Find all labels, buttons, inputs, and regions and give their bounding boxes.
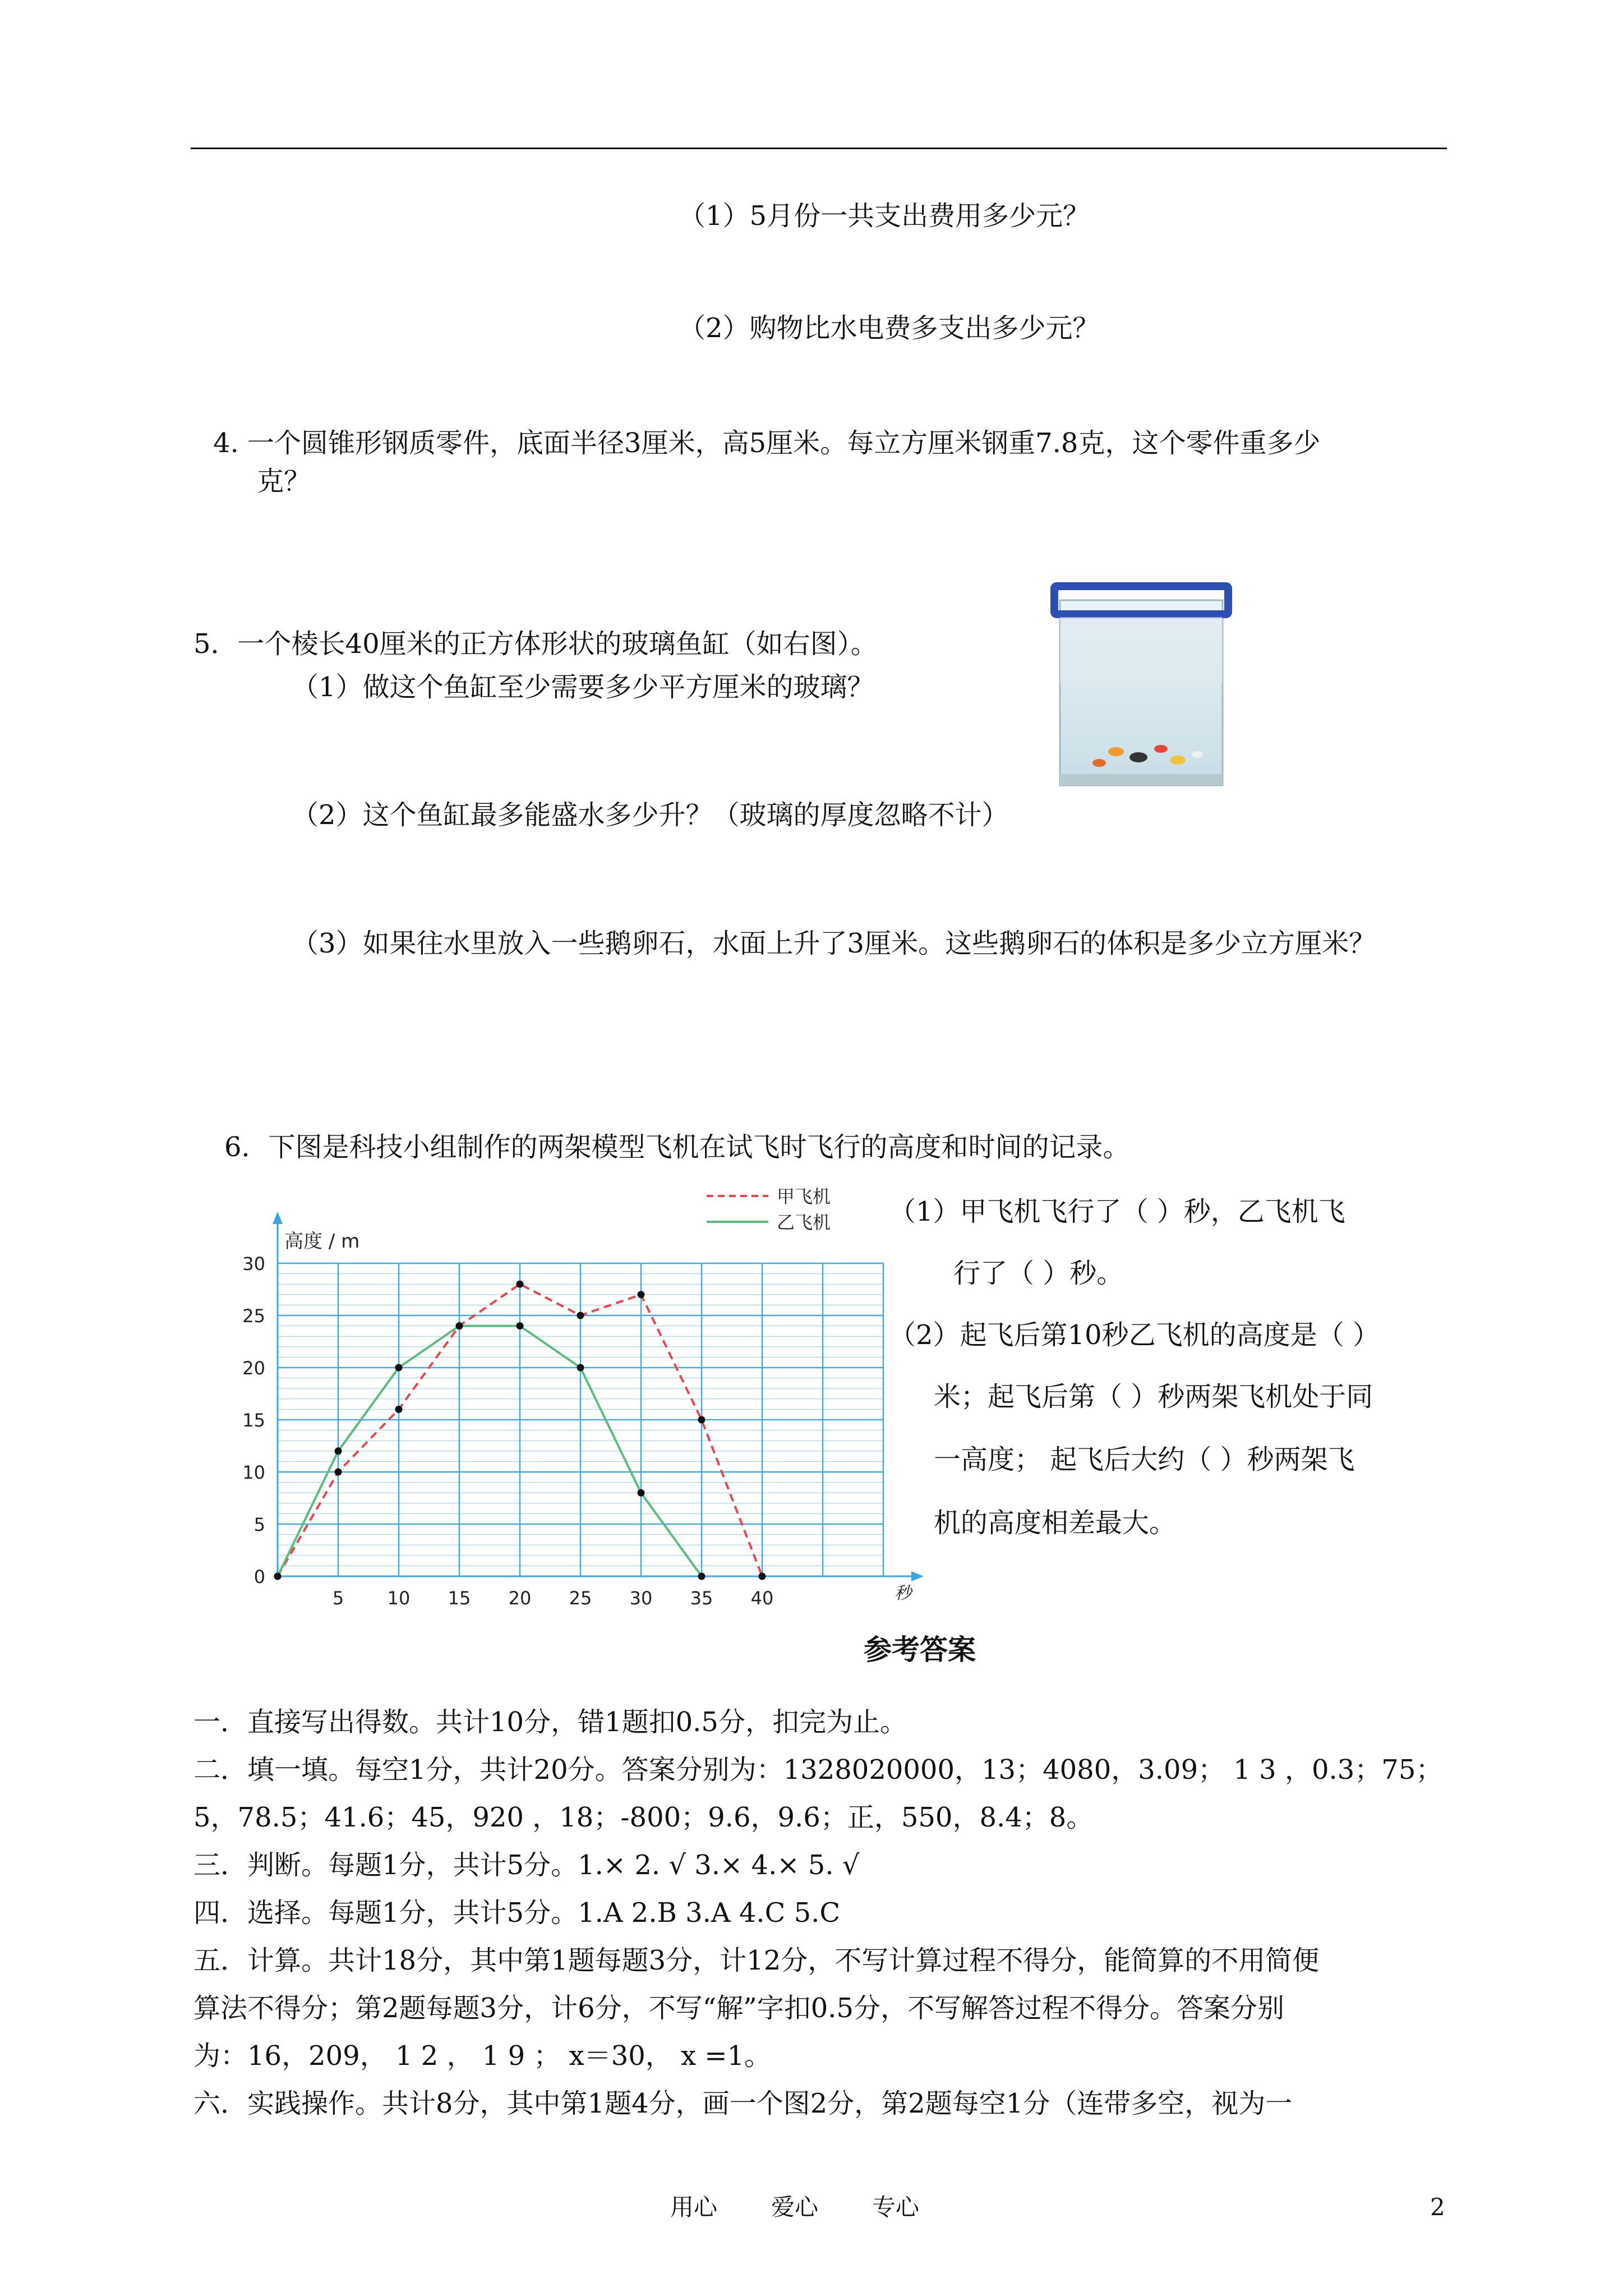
y-tick-label: 0: [253, 1566, 265, 1588]
y-axis-arrow: [273, 1212, 283, 1224]
answer-line-8: 为：16，209， 1 2 ， 1 9 ； x＝30， x =1。: [193, 2040, 772, 2072]
q3-sub1: （1）5月份一共支出费用多少元？: [679, 200, 1090, 232]
footer-page-number: 2: [1430, 2193, 1445, 2221]
answer-line-9: 六．实践操作。共计8分，其中第1题4分，画一个图2分，第2题每空1分（连带多空，视为一: [193, 2088, 1293, 2119]
data-point: [517, 1322, 524, 1329]
data-point: [274, 1573, 282, 1580]
answer-line-1: 一．直接写出得数。共计10分，错1题扣0.5分，扣完为止。: [193, 1706, 907, 1738]
x-tick-label: 10: [387, 1588, 411, 1609]
x-tick-label: 20: [508, 1588, 532, 1609]
q4-line2: 克？: [257, 466, 311, 497]
footer-motto-2: 爱心: [771, 2193, 819, 2221]
q5-sub3: （3）如果往水里放入一些鹅卵石，水面上升了3厘米。这些鹅卵石的体积是多少立方厘米？: [292, 928, 1376, 959]
q5-sub2: （2）这个鱼缸最多能盛水多少升？（玻璃的厚度忽略不计）: [292, 799, 1009, 831]
y-axis-label: 高度 / m: [284, 1230, 360, 1253]
flight-chart-svg: [213, 1172, 911, 1627]
x-tick-label: 5: [332, 1588, 344, 1609]
q5-sub1: （1）做这个鱼缸至少需要多少平方厘米的玻璃？: [292, 671, 874, 703]
data-point: [395, 1364, 403, 1372]
answer-line-5: 四．选择。每题1分，共计5分。1.A 2.B 3.A 4.C 5.C: [193, 1897, 841, 1929]
answer-line-3: 5，78.5；41.6；45，920 ，18；-800；9.6，9.6；正，550，8.4；8。: [193, 1802, 1094, 1833]
answers-title: 参考答案: [864, 1633, 976, 1666]
fish-tank-image: [1049, 578, 1234, 791]
q6-line-2: 行了（ ）秒。: [953, 1258, 1124, 1289]
q6-line-6: 机的高度相差最大。: [934, 1507, 1177, 1539]
data-point: [517, 1281, 524, 1288]
q6-line-5: 一高度； 起飞后大约（ ）秒两架飞: [934, 1444, 1355, 1475]
data-point: [638, 1291, 645, 1298]
header-rule: [191, 148, 1447, 149]
answer-line-6: 五．计算。共计18分，其中第1题每题3分，计12分，不写计算过程不得分，能简算的不用简便: [193, 1945, 1320, 1976]
x-tick-label: 35: [690, 1588, 713, 1609]
q4-line1: 4. 一个圆锥形钢质零件，底面半径3厘米，高5厘米。每立方厘米钢重7.8克，这个零件重多少: [213, 427, 1321, 459]
y-tick-label: 15: [242, 1410, 265, 1431]
data-point: [698, 1573, 706, 1580]
q3-sub2: （2）购物比水电费多支出多少元？: [679, 312, 1100, 344]
data-point: [395, 1406, 403, 1413]
y-tick-label: 5: [253, 1514, 265, 1535]
y-tick-label: 20: [242, 1358, 265, 1379]
data-point: [759, 1573, 766, 1580]
q6-line-1: （1）甲飞机飞行了（ ）秒，乙飞机飞: [889, 1196, 1345, 1227]
x-tick-label: 40: [750, 1588, 774, 1609]
data-point: [638, 1489, 645, 1497]
x-axis-arrow: [911, 1571, 924, 1581]
answer-line-4: 三．判断。每题1分，共计5分。1.× 2. √ 3.× 4.× 5. √: [193, 1849, 860, 1881]
data-point: [335, 1447, 342, 1455]
x-tick-label: 15: [448, 1588, 471, 1609]
data-point: [698, 1416, 706, 1424]
legend-label-1: 甲飞机: [777, 1186, 831, 1207]
data-point: [456, 1322, 463, 1329]
data-point: [335, 1469, 342, 1476]
y-tick-label: 30: [242, 1253, 265, 1274]
flight-chart: [213, 1172, 911, 1627]
footer-motto-3: 专心: [872, 2193, 920, 2221]
q6-line-3: （2）起飞后第10秒乙飞机的高度是（ ）: [889, 1319, 1380, 1351]
x-tick-label: 30: [629, 1588, 653, 1609]
answer-line-7: 算法不得分；第2题每题3分，计6分，不写“解”字扣0.5分，不写解答过程不得分。答案分别: [193, 1993, 1285, 2024]
legend-label-2: 乙飞机: [777, 1212, 831, 1233]
x-tick-label: 25: [569, 1588, 592, 1609]
q6-stem: 6．下图是科技小组制作的两架模型飞机在试飞时飞行的高度和时间的记录。: [224, 1131, 1130, 1163]
footer-motto-1: 用心: [670, 2193, 718, 2221]
y-tick-label: 10: [242, 1462, 265, 1483]
y-tick-label: 25: [242, 1305, 265, 1327]
x-axis-label: 秒: [895, 1584, 911, 1603]
q5-stem: 5．一个棱长40厘米的正方体形状的玻璃鱼缸（如右图）。: [193, 628, 878, 660]
answer-line-2: 二．填一填。每空1分，共计20分。答案分别为：1328020000，13；4080，3.09； 1 3 ，0.3；75；: [193, 1754, 1443, 1786]
data-point: [577, 1312, 584, 1319]
q6-line-4: 米；起飞后第（ ）秒两架飞机处于同: [934, 1381, 1373, 1412]
data-point: [577, 1364, 584, 1372]
